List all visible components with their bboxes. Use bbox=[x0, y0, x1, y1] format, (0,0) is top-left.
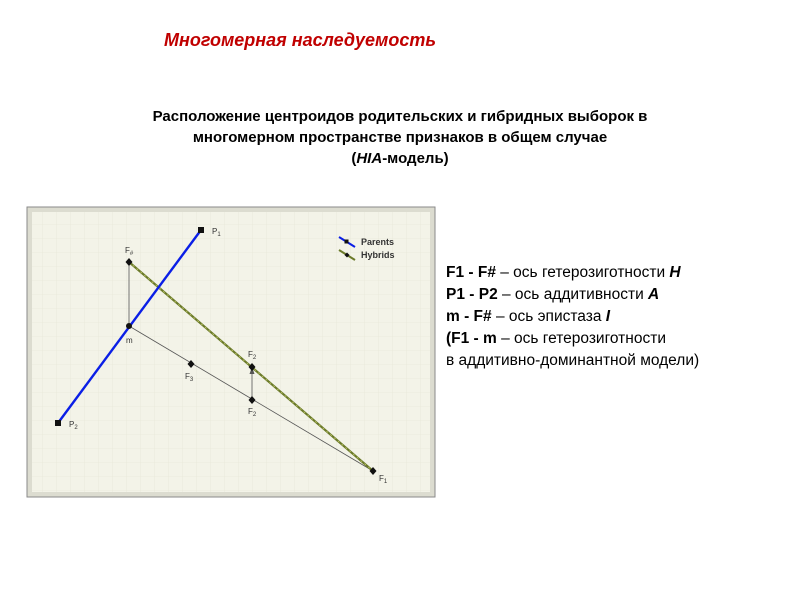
legend-parents-label: Parents bbox=[361, 237, 395, 247]
legend-hybrids-label: Hybrids bbox=[361, 250, 395, 260]
label-P2: $P_2$ bbox=[69, 420, 78, 431]
subtitle-line-1: Расположение центроидов родительских и гибридных выборок в bbox=[152, 108, 648, 125]
label-F2-lower: $F_2$ bbox=[248, 407, 257, 418]
subtitle-line-2: многомерном пространстве признаков в общем случае bbox=[192, 129, 608, 146]
axis-line-3: m - F# – ось эпистаза I bbox=[446, 308, 611, 325]
label-F2-upper: $F_2$ bbox=[248, 350, 257, 361]
label-F1: $F_1$ bbox=[379, 474, 388, 485]
axis-line-2: P1 - P2 – ось аддитивности A bbox=[446, 286, 660, 303]
label-F3: $F_3$ bbox=[185, 372, 194, 383]
slide-title: Многомерная наследуемость bbox=[163, 30, 437, 50]
point-P1-marker bbox=[198, 227, 204, 233]
label-m: m bbox=[126, 336, 133, 345]
label-P1: $P_1$ bbox=[212, 227, 221, 238]
legend-parents-marker bbox=[345, 240, 349, 244]
subtitle-line-3: (HIA-модель) bbox=[351, 150, 449, 167]
axis-line-4: (F1 - m – ось гетерозиготности bbox=[446, 330, 666, 347]
axes-description bbox=[446, 262, 699, 372]
axis-line-1: F1 - F# – ось гетерозиготности H bbox=[446, 264, 681, 281]
label-Fsharp: $F_{\#}$ bbox=[125, 246, 134, 257]
point-m-marker bbox=[126, 323, 132, 329]
model-abbreviation: HIA bbox=[356, 150, 383, 167]
point-P2-marker bbox=[55, 420, 61, 426]
axis-line-5: в аддитивно-доминантной модели) bbox=[446, 352, 700, 369]
